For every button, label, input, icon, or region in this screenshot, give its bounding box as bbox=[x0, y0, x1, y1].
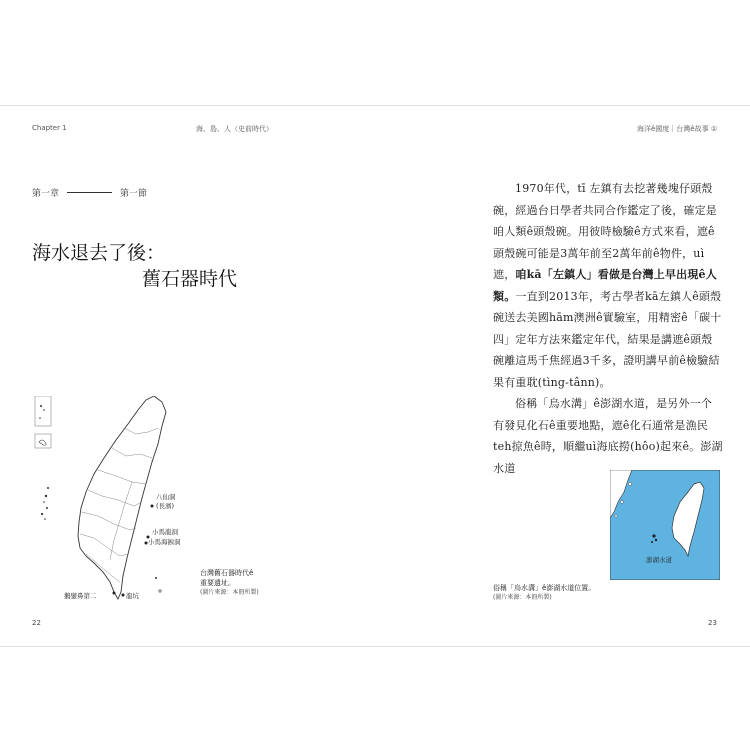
header-title: 海、島、人（史前時代） bbox=[196, 125, 273, 133]
left-caption-source: (圖片來源：本冊所製) bbox=[200, 589, 259, 596]
label-baxian: 八仙洞 bbox=[156, 493, 176, 501]
paragraph-1-bold: 咱kā「左鎮人」看做是台灣上早出現ê人類。 bbox=[493, 268, 717, 303]
page-number-left: 22 bbox=[32, 619, 41, 627]
left-caption-line2: 重要遺址。 bbox=[200, 579, 235, 587]
section-chapter: 第一章 bbox=[32, 189, 60, 199]
header-title-right: 海洋ê國度｜台灣ê故事 ① bbox=[637, 125, 718, 133]
chapter-title-line2: 舊石器時代 bbox=[142, 268, 238, 290]
label-eluanbi: 鵝鑾鼻第二 bbox=[64, 592, 97, 600]
left-caption bbox=[200, 568, 259, 598]
label-penghu-channel: 澎湖水道 bbox=[646, 556, 672, 564]
label-longkeng: 龍坑 bbox=[126, 592, 139, 600]
left-page bbox=[0, 106, 375, 646]
right-page bbox=[375, 106, 750, 646]
label-xiaomahaishi: 小馬海蝕洞 bbox=[148, 538, 181, 546]
label-xiaomalong: 小馬龍洞 bbox=[152, 528, 178, 536]
label-changbin: (長濱) bbox=[156, 502, 175, 510]
chapter-title-line1: 海水退去了後： bbox=[32, 242, 166, 264]
right-caption-line1: 俗稱「烏水溝」ê澎湖水道位置。 bbox=[493, 584, 596, 592]
header-chapter: Chapter 1 bbox=[32, 124, 67, 132]
section-heading bbox=[32, 186, 147, 199]
paragraph-1-text: 1970年代，tī 左鎮有去挖著幾塊仔頭殼碗，經過台日學者共同合作鑑定了後，確定是咱人類ê頭殼碗。用彼時檢驗ê方式來看，遮ê頭殼碗可能是3萬年前至2萬年前ê物件，uì 遮， bbox=[493, 182, 717, 281]
paragraph-1 bbox=[493, 178, 723, 393]
paragraph-1-text-b: 一直到2013年，考古學者kā左鎮人ê頭殼碗送去美國hām澳洲ê實驗室，用精密ê「碳十四」定年方法來鑑定年代，結果是講遮ê頭殼碗離這馬千焦經過3千多，證明講早前ê檢驗結果有重耽(tìng-tânn)。 bbox=[493, 289, 722, 389]
left-caption-line1: 台灣舊石器時代ê bbox=[200, 569, 254, 577]
book-spread bbox=[0, 105, 750, 647]
penghu-channel-map bbox=[610, 470, 720, 580]
section-rule bbox=[67, 192, 112, 193]
inset-box-north bbox=[35, 396, 51, 426]
inset-box-south bbox=[35, 434, 51, 448]
right-caption-source: (圖片來源：本冊所製) bbox=[493, 594, 552, 601]
taiwan-map bbox=[28, 396, 228, 611]
section-part: 第一節 bbox=[120, 189, 148, 199]
page-number-right: 23 bbox=[708, 619, 717, 627]
taiwan-island bbox=[78, 396, 166, 599]
paragraph-2: 俗稱「烏水溝」ê澎湖水道，是另外一个有發見化石ê重要地點，遮ê化石通常是漁民teh掠魚ê時，順繼uì海底撈(hôo)起來ê。澎湖水道 bbox=[493, 397, 723, 475]
penghu-islands bbox=[41, 487, 49, 520]
body-text bbox=[493, 178, 723, 479]
right-caption bbox=[493, 583, 595, 603]
